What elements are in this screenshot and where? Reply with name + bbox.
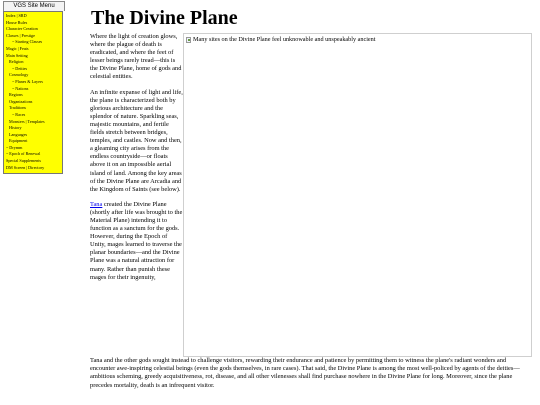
menu-item[interactable]: ~ Epoch of Renewal	[6, 151, 41, 157]
broken-image-icon	[186, 37, 191, 43]
page-title: The Divine Plane	[91, 7, 238, 29]
menu-item[interactable]: ~ Drymm	[6, 144, 23, 150]
menu-item[interactable]: Traditions	[9, 105, 27, 111]
menu-item[interactable]: Monsters | Templates	[9, 118, 45, 124]
menu-item[interactable]: Languages	[9, 131, 28, 137]
menu-item[interactable]: ~ Races	[12, 111, 26, 117]
menu-item[interactable]: ~ Planes & Layers	[12, 78, 43, 84]
site-menu-title: VGS Site Menu	[3, 1, 65, 11]
paragraph-intro: Where the light of creation glows, where the plague of death is eradicated, and where the feet of lesser beings rarely tread—this is the Divine Plane, home of gods and celestial entities.	[90, 33, 182, 81]
menu-item[interactable]: ~ Deities	[12, 65, 28, 71]
image-alt-text: Many sites on the Divine Plane feel unknowable and unspeakably ancient	[193, 36, 376, 43]
menu-item[interactable]: DM Screen | Directory	[6, 164, 45, 170]
menu-item[interactable]: Organizations	[9, 98, 33, 104]
menu-item[interactable]: Character Creation	[6, 26, 38, 32]
menu-item[interactable]: Cosmology	[9, 72, 29, 78]
tana-link[interactable]: Tana	[90, 200, 103, 208]
menu-item[interactable]: ~ Starting Classes	[12, 39, 43, 45]
menu-item[interactable]: History	[9, 125, 22, 131]
divine-plane-image	[183, 33, 532, 357]
paragraph-description: An infinite expanse of light and life, the plane is characterized both by glorious architecture and the splendor of nature. Sparkling seas, majestic mountains, and fertile fields stretch between bridges, temples, and castles. Now and then, a gleaming city arises from the endless countryside—or floats above it on an impossible aerial island of land. Among the key areas of the Divine Plane are Arcadia and the Kingdom of Saints (see below).	[90, 88, 183, 193]
menu-item[interactable]: Main Setting	[6, 52, 28, 58]
paragraph-history	[90, 201, 184, 282]
menu-item[interactable]: Magic | Feats	[6, 45, 29, 51]
menu-item[interactable]: House Rules	[6, 19, 28, 25]
paragraph-history-continued: Tana and the other gods sought instead to challenge visitors, rewarding their endurance and patience by permitting them to witness the plane's radiant wonders and encounter awe-inspiring celestial beings (even the gods themselves, in rare cases). That said, the Divine Plane is among the most well-policed by agents of the deities—ambitious scheming, greedy acquisitiveness, rot, disease, and all other vilenesses shall find purchase nowhere in the Divine Plane for long. Moreover, since the plane precedes mortality, death is an infrequent visitor.	[90, 357, 520, 389]
menu-item[interactable]: Special Supplements	[6, 158, 42, 164]
paragraph-history-text: created the Divine Plane (shortly after life was brought to the Material Plane) intending it to function as a sanctum for the gods. However, during the Epoch of Unity, mages learned to traverse the planar boundaries—and the Divine Plane was a natural attraction for many. Rather than punish these mages for their ingenuity,	[90, 200, 183, 281]
menu-item[interactable]: Regions	[9, 92, 23, 98]
site-menu	[3, 11, 63, 174]
menu-item[interactable]: Equipment	[9, 138, 28, 144]
menu-item[interactable]: Religion	[9, 59, 24, 65]
intro-column	[90, 33, 184, 289]
menu-item[interactable]: Index | SRD	[6, 13, 27, 18]
menu-item[interactable]: Classes | Prestige	[6, 32, 35, 38]
menu-item[interactable]: ~ Nations	[12, 85, 29, 91]
